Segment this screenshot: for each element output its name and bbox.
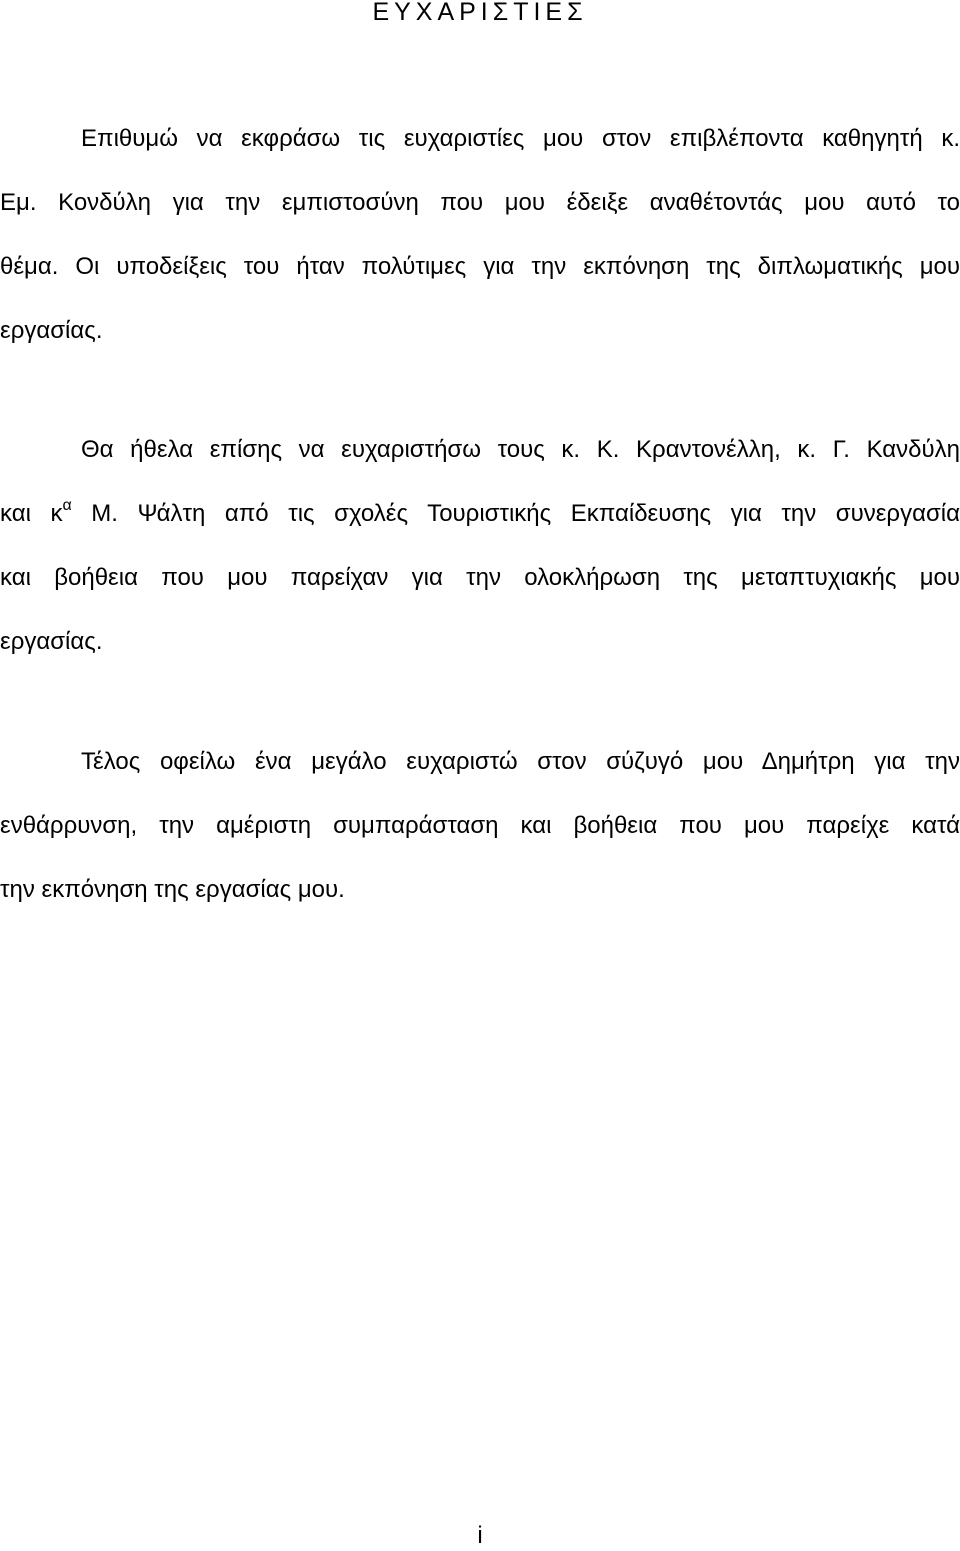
paragraph-line-with-superscript: [0, 482, 960, 546]
line-text-after: Μ. Ψάλτη από τις σχολές Τουριστικής Εκπαίδευσης για την συνεργασία: [71, 500, 960, 527]
paragraph-line: θέμα. Οι υποδείξεις του ήταν πολύτιμες για την εκπόνηση της διπλωματικής μου: [0, 253, 960, 280]
paragraph-schools-thanks: [0, 418, 960, 674]
paragraph-line: και βοήθεια που μου παρείχαν για την ολοκλήρωση της μεταπτυχιακής μου: [0, 564, 960, 591]
paragraph-line: την εκπόνηση της εργασίας μου.: [0, 876, 345, 903]
line-text-before: και κ: [0, 500, 63, 527]
paragraph-line: Επιθυμώ να εκφράσω τις ευχαριστίες μου στον επιβλέποντα καθηγητή κ.: [81, 125, 960, 152]
paragraph-spouse-thanks: [0, 730, 960, 922]
superscript-alpha: α: [62, 497, 72, 514]
paragraph-line: εργασίας.: [0, 628, 103, 655]
paragraph-supervisor-thanks: [0, 107, 960, 363]
paragraph-line: Τέλος οφείλω ένα μεγάλο ευχαριστώ στον σύζυγό μου Δημήτρη για την: [81, 748, 960, 775]
paragraph-line: Θα ήθελα επίσης να ευχαριστήσω τους κ. Κ. Κραντονέλλη, κ. Γ. Κανδύλη: [81, 436, 960, 463]
page-title: ΕΥΧΑΡΙΣΤΙΕΣ: [372, 0, 588, 26]
page-number: i: [477, 1522, 483, 1549]
paragraph-line: Εμ. Κονδύλη για την εμπιστοσύνη που μου έδειξε αναθέτοντάς μου αυτό το: [0, 189, 960, 216]
paragraph-line: ενθάρρυνση, την αμέριστη συμπαράσταση και βοήθεια που μου παρείχε κατά: [0, 812, 960, 839]
paragraph-line: εργασίας.: [0, 317, 103, 344]
